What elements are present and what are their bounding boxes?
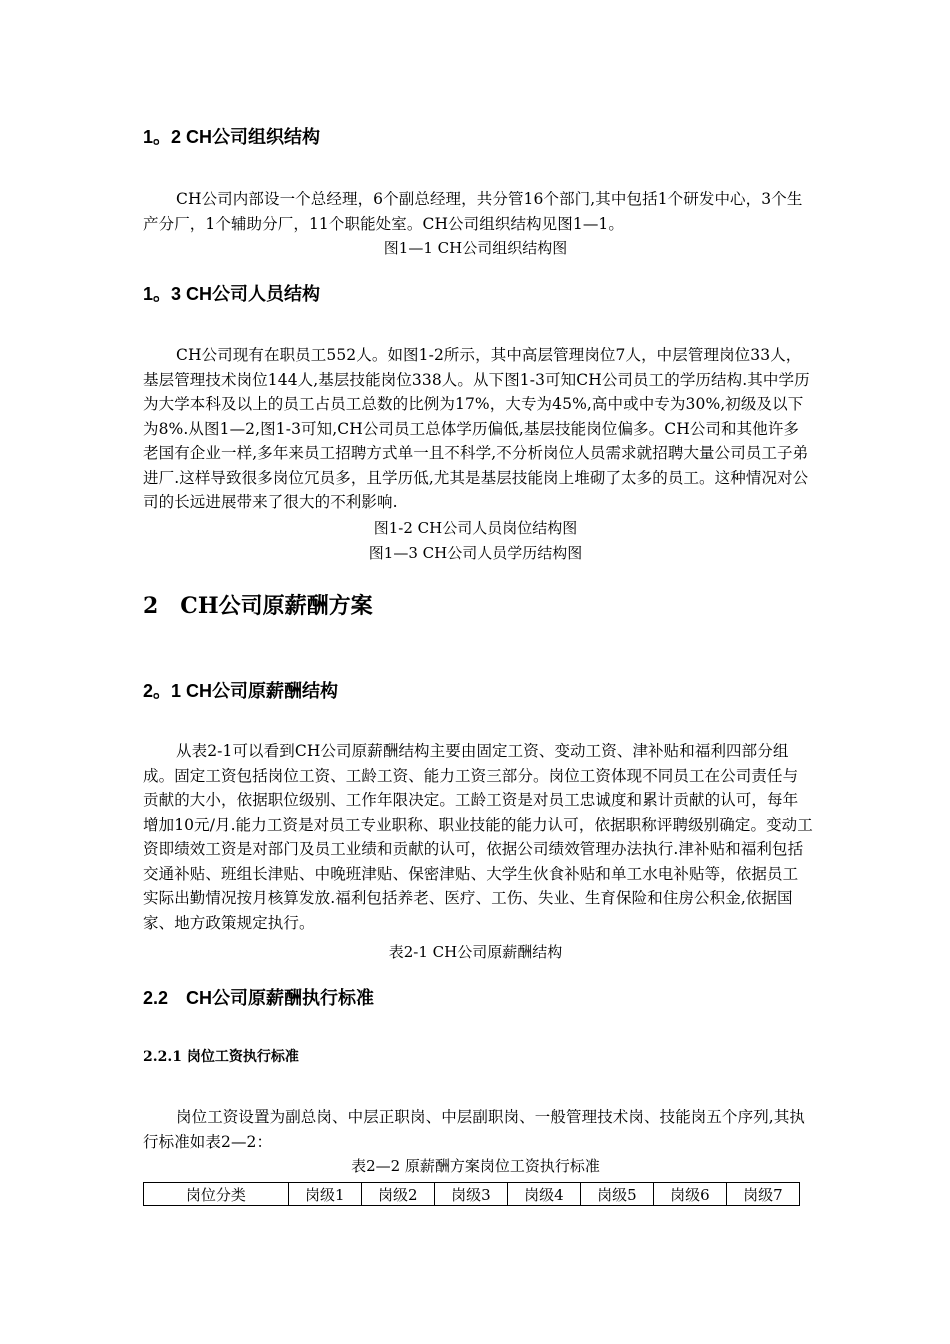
- table-header-cell: 岗级7: [726, 1183, 799, 1206]
- subsection-heading-2-2-1: 2.2.1 岗位工资执行标准: [143, 1049, 299, 1065]
- table-caption-2-2: 表2—2 原薪酬方案岗位工资执行标准: [351, 1157, 600, 1175]
- section-heading-1-2: 1。2 CH公司组织结构: [143, 127, 321, 147]
- paragraph-org-structure: CH公司内部设一个总经理，6个副总经理，共分管16个部门,其中包括1个研发中心，3个生产分厂，1个辅助分厂，11个职能处室。CH公司组织结构见图1—1。: [143, 190, 803, 233]
- table-header-cell: 岗级5: [580, 1183, 653, 1206]
- table-header-cell: 岗级3: [434, 1183, 507, 1206]
- section-heading-2-1: 2。1 CH公司原薪酬结构: [143, 681, 339, 701]
- table-header-cell: 岗级2: [361, 1183, 434, 1206]
- figure-caption-1-2: 图1-2 CH公司人员岗位结构图: [373, 519, 578, 537]
- table-caption-2-1: 表2-1 CH公司原薪酬结构: [388, 943, 563, 961]
- paragraph-post-salary: 岗位工资设置为副总岗、中层正职岗、中层副职岗、一般管理技术岗、技能岗五个序列,其执行标准如表2—2：: [143, 1108, 806, 1151]
- table-header-cell: 岗级6: [653, 1183, 726, 1206]
- chapter-heading-2: 2 CH公司原薪酬方案: [143, 593, 373, 619]
- post-grade-table: [143, 1182, 800, 1206]
- section-heading-1-3: 1。3 CH公司人员结构: [143, 284, 321, 304]
- table-header-row: [144, 1183, 800, 1206]
- table-header-cell: 岗位分类: [144, 1183, 289, 1206]
- figure-caption-1-1: 图1—1 CH公司组织结构图: [383, 239, 568, 257]
- table-header-cell: 岗级4: [507, 1183, 580, 1206]
- paragraph-staff-structure: CH公司现有在职员工552人。如图1-2所示，其中高层管理岗位7人，中层管理岗位33人，基层管理技术岗位144人,基层技能岗位338人。从下图1-3可知CH公司员工的学历结构.其中学历为大学本科及以上的员工占员工总数的比例为17%，大专为45%,高中或中专为30%,初级及以下为8%.从图1—2,图1-3可知,CH公司员工总体学历偏低,基层技能岗位偏多。CH公司和其他许多老国有企业一样,多年来员工招聘方式单一且不科学,不分析岗位人员需求就招聘大量公司员工子弟进厂.这样导致很多岗位冗员多，且学历低,尤其是基层技能岗上堆砌了太多的员工。这种情况对公司的长远进展带来了很大的不利影响.: [143, 346, 810, 511]
- section-heading-2-2: 2.2 CH公司原薪酬执行标准: [143, 988, 375, 1008]
- table-header-cell: 岗级1: [288, 1183, 361, 1206]
- paragraph-salary-structure: 从表2-1可以看到CH公司原薪酬结构主要由固定工资、变动工资、津补贴和福利四部分组成。固定工资包括岗位工资、工龄工资、能力工资三部分。岗位工资体现不同员工在公司责任与贡献的大小，依据职位级别、工作年限决定。工龄工资是对员工忠诚度和累计贡献的认可，每年增加10元/月.能力工资是对员工专业职称、职业技能的能力认可，依据职称评聘级别确定。变动工资即绩效工资是对部门及员工业绩和贡献的认可，依据公司绩效管理办法执行.津补贴和福利包括交通补贴、班组长津贴、中晚班津贴、保密津贴、大学生伙食补贴和单工水电补贴等，依据员工实际出勤情况按月核算发放.福利包括养老、医疗、工伤、失业、生育保险和住房公积金,依据国家、地方政策规定执行。: [143, 742, 813, 932]
- figure-caption-1-3: 图1—3 CH公司人员学历结构图: [368, 544, 583, 562]
